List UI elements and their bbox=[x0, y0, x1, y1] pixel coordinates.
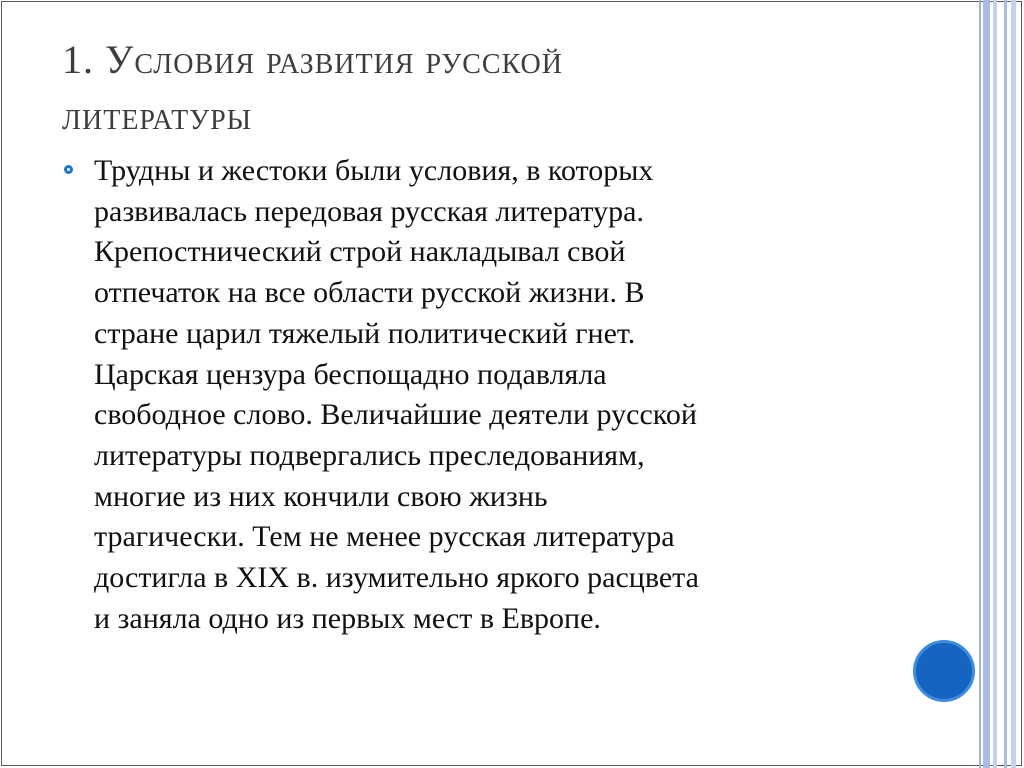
body-text-line: стране царил тяжелый политический гнет. bbox=[94, 316, 636, 350]
body-text-line: отпечаток на все области русской жизни. В bbox=[94, 276, 645, 310]
body-text-line: достигла в XIX в. изумительно яркого расцвета bbox=[94, 561, 699, 595]
body-text-line: развивалась передовая русская литература. bbox=[94, 194, 644, 228]
decorative-stripe bbox=[983, 0, 990, 768]
body-text-line: многие из них кончили свою жизнь bbox=[94, 479, 548, 513]
body-text-line: литературы подвергались преследованиям, bbox=[94, 438, 645, 472]
body-text-line: Крепостнический строй накладывал свой bbox=[94, 235, 626, 269]
body-text-line: Царская цензура беспощадно подавляла bbox=[94, 357, 607, 391]
body-text-line: свободное слово. Величайшие деятели русской bbox=[94, 398, 697, 432]
bullet-text bbox=[94, 151, 874, 639]
slide-title-line: 1. Условия развития русской bbox=[62, 37, 563, 82]
decorative-stripe bbox=[1004, 0, 1007, 768]
body-text-line: Трудны и жестоки были условия, в которых bbox=[94, 154, 654, 187]
body-text-line: и заняла одно из первых мест в Европе. bbox=[94, 601, 601, 635]
hollow-circle-bullet-icon bbox=[64, 165, 73, 174]
decorative-stripe bbox=[979, 0, 981, 768]
decorative-stripe bbox=[1011, 0, 1016, 768]
body-text-line: трагически. Тем не менее русская литература bbox=[94, 520, 675, 554]
filled-circle-icon bbox=[913, 640, 975, 702]
slide-title-line: литературы bbox=[62, 93, 253, 138]
slide-title bbox=[62, 32, 942, 144]
decorative-stripe bbox=[993, 0, 997, 768]
